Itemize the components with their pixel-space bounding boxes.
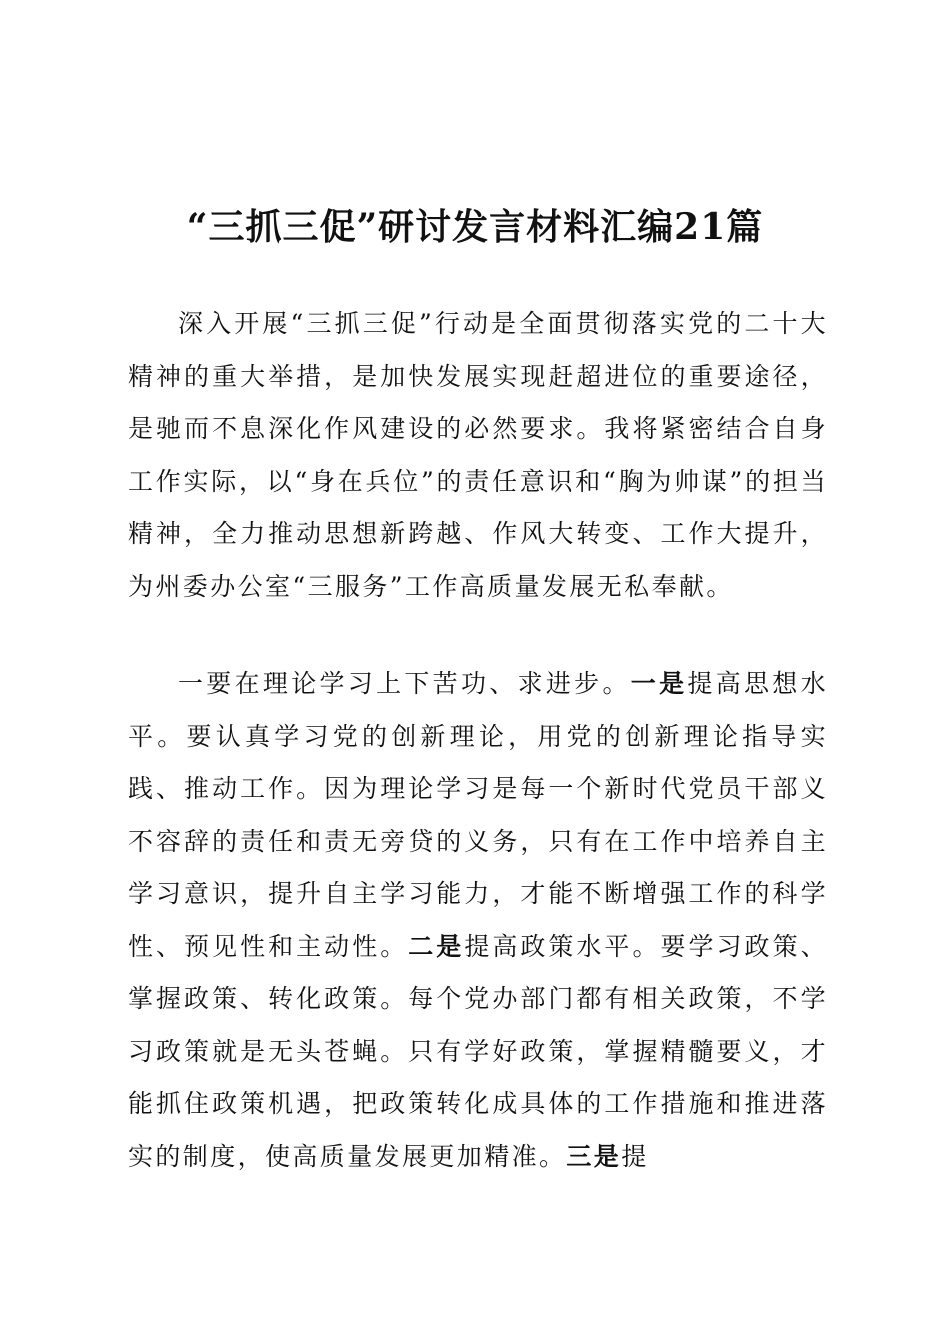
point-2-text: 提高政策水平。要学习政策、掌握政策、转化政策。每个党办部门都有相关政策，不学习政策就是无头苍蝇。只有学好政策，掌握精髓要义，才能抓住政策机遇，把政策转化成具体的工作措施和推进落实的制度，使高质量发展更加精准。 xyxy=(128,931,828,1171)
point-2-label: 二是 xyxy=(408,931,465,961)
point-3-label: 三是 xyxy=(566,1141,622,1171)
paragraph-intro: 深入开展“三抓三促”行动是全面贯彻落实党的二十大精神的重大举措，是加快发展实现赶超进位的重要途径，是驰而不息深化作风建设的必然要求。我将紧密结合自身工作实际，以“身在兵位”的责任意识和“胸为帅谋”的担当精神，全力推动思想新跨越、作风大转变、工作大提升，为州委办公室“三服务”工作高质量发展无私奉献。 xyxy=(128,309,828,601)
paragraph-theory-study xyxy=(128,658,828,1183)
point-1-text: 提高思想水平。要认真学习党的创新理论，用党的创新理论指导实践、推动工作。因为理论学习是每一个新时代党员干部义不容辞的责任和责无旁贷的义务，只有在工作中培养自主学习意识，提升自主学习能力，才能不断增强工作的科学性、预见性和主动性。 xyxy=(128,669,828,961)
point-1-label: 一是 xyxy=(630,669,688,698)
point-3-text: 提 xyxy=(621,1141,649,1171)
paragraph-lead: 一要在理论学习上下苦功、求进步。 xyxy=(178,669,631,698)
document-title: “三抓三促”研讨发言材料汇编21篇 xyxy=(186,206,764,249)
